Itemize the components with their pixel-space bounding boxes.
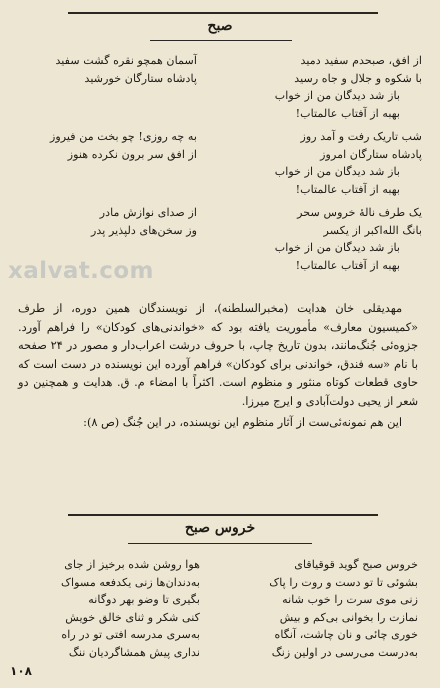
poem-line: بانگ الله‌اکبر از یکسر	[323, 223, 422, 237]
poem-line: شب تاریک رفت و آمد روز	[300, 130, 422, 143]
poem-line: بهبه از آفتاب عالمتاب!	[295, 258, 400, 272]
poem-line: بگیری تا وضو بهر دوگانه	[88, 593, 200, 606]
page-number: ۱۰۸	[10, 664, 32, 678]
title-underline	[150, 40, 292, 41]
top-rule	[68, 12, 378, 14]
poem-line: باز شد دیدگان من از خواب	[274, 89, 400, 102]
poem-line: به‌دندان‌ها زنی یکدفعه مسواک	[60, 575, 200, 589]
poem-line: یک طرف نالهٔ خروس سحر	[297, 206, 422, 219]
prose-body	[18, 300, 418, 434]
poem2-left-column	[20, 556, 200, 661]
poem-line: از افق سر برون نکرده هنوز	[67, 147, 197, 161]
poem-line: به چه روزی! چو بخت من فیروز	[49, 130, 197, 143]
poem-line: خوری چائی و نان چاشت، آنگاه	[274, 628, 418, 641]
middle-rule	[68, 514, 378, 516]
section-title-rooster: خروس صبح	[184, 520, 256, 536]
section-title-morning: صبح	[207, 18, 233, 34]
poem-line: بهبه از آفتاب عالمتاب!	[295, 106, 400, 120]
poem-line: هوا روشن شده برخیز از جای	[64, 558, 200, 571]
poem-line: کنی شکر و ثنای خالق خویش	[65, 610, 200, 624]
poem-line: پادشاه ستارگان خورشید	[84, 71, 197, 85]
poem-line: باز شد دیدگان من از خواب	[274, 165, 400, 178]
prose-paragraph: این هم نمونه‌ئی‌ست از آثار منظوم این نویسنده، در این جُنگ (ص ۸):	[83, 415, 402, 429]
poem-line: نمازت را بخوانی بی‌کم و بیش	[279, 610, 418, 624]
watermark-text: xalvat.com	[8, 258, 154, 284]
poem1-right-column	[182, 52, 422, 274]
poem-line: از صدای نوازش مادر	[99, 206, 197, 219]
poem-line: آسمان همچو نقره گشت سفید	[55, 54, 197, 67]
poem-line: به‌درست می‌رسی در اولین زنگ	[271, 645, 418, 659]
poem-line: بشوئی تا تو دست و روت را پاک	[269, 575, 418, 589]
poem-line: از افق، صبحدم سفید دمید	[300, 54, 422, 67]
poem-line: نداری پیش همشاگردیان ننگ	[68, 645, 200, 659]
poem-line: خروس صبح گوید قوقیاقای	[294, 558, 418, 571]
poem-line: به‌سری مدرسه افتی تو در راه	[61, 628, 200, 641]
title-underline	[128, 543, 312, 544]
poem1-left-column	[12, 52, 197, 239]
prose-paragraph: مهدیقلی خان هدایت (مخبرالسلطنه)، از نویسندگان همین دوره، از طرف «کمیسیون معارف» مأموریت یافته بود که «خواندنی‌های کودکان» را فراهم آورد. جزوه‌ئی جُنگ‌مانند، بدون تاریخ چاپ، با حروف درشت اعراب‌دار و مصور در ۲۴ صفحه با نام «سه فندق، خواندنی برای کودکان» فراهم آورده این نویسنده در دست است که حاوی قطعات کوتاه منثور و منظوم است. اکثراً با امضاء م. ق. هدایت و همچنین دو شعر از یحیی دولت‌آبادی و ایرج میرزا.	[18, 302, 419, 408]
poem-line: با شکوه و جلال و جاه رسید	[294, 71, 422, 85]
poem-line: باز شد دیدگان من از خواب	[274, 241, 400, 254]
poem-line: پادشاه ستارگان امروز	[320, 147, 422, 161]
poem-line: زنی موی سرت را خوب شانه	[282, 593, 418, 606]
poem-line: وز سخن‌های دلپذیر پدر	[91, 223, 197, 237]
poem-line: بهبه از آفتاب عالمتاب!	[295, 182, 400, 196]
poem2-right-column	[218, 556, 418, 661]
